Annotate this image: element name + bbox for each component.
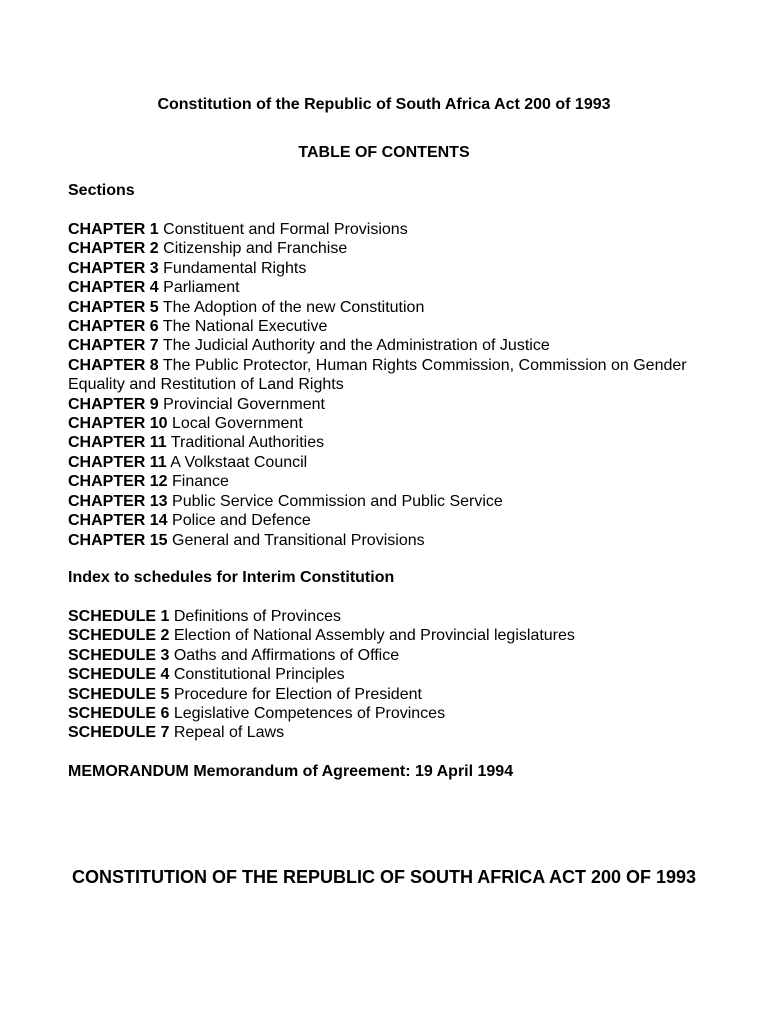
schedule-entry bbox=[68, 646, 718, 665]
chapter-number: CHAPTER 5 bbox=[68, 298, 159, 316]
chapter-entry bbox=[68, 356, 718, 395]
chapter-title: General and Transitional Provisions bbox=[172, 531, 425, 549]
chapter-number: CHAPTER 8 bbox=[68, 356, 159, 374]
chapter-number: CHAPTER 15 bbox=[68, 531, 168, 549]
schedules-index-label: Index to schedules for Interim Constitution bbox=[68, 569, 395, 586]
schedule-entry bbox=[68, 723, 718, 742]
document-title: Constitution of the Republic of South Africa Act 200 of 1993 bbox=[157, 96, 611, 113]
schedule-title: Procedure for Election of President bbox=[173, 685, 422, 703]
schedule-title: Constitutional Principles bbox=[173, 666, 345, 684]
schedule-title: Oaths and Affirmations of Office bbox=[173, 646, 400, 664]
chapter-number: CHAPTER 4 bbox=[68, 279, 159, 297]
schedule-number: SCHEDULE 1 bbox=[68, 608, 170, 625]
chapter-entry bbox=[68, 336, 718, 355]
chapter-title: The Public Protector, Human Rights Commission, Commission on Gender Equality and Restitution of Land Rights bbox=[68, 356, 687, 394]
chapter-number: CHAPTER 11 bbox=[68, 434, 167, 452]
schedule-entry bbox=[68, 704, 718, 723]
toc-heading: TABLE OF CONTENTS bbox=[298, 144, 470, 161]
chapter-number: CHAPTER 3 bbox=[68, 259, 159, 277]
chapter-entry bbox=[68, 298, 718, 317]
schedule-title: Repeal of Laws bbox=[173, 724, 285, 742]
schedule-number: SCHEDULE 3 bbox=[68, 646, 170, 664]
chapter-title: The Judicial Authority and the Administration of Justice bbox=[162, 337, 550, 355]
chapter-entry bbox=[68, 239, 718, 258]
chapter-title: A Volkstaat Council bbox=[170, 453, 308, 471]
chapter-entry bbox=[68, 317, 718, 336]
schedule-number: SCHEDULE 7 bbox=[68, 724, 170, 742]
schedule-number: SCHEDULE 2 bbox=[68, 627, 170, 645]
chapter-entry bbox=[68, 414, 718, 433]
schedule-title: Legislative Competences of Provinces bbox=[173, 705, 446, 723]
closing-title: CONSTITUTION OF THE REPUBLIC OF SOUTH AFRICA ACT 200 OF 1993 bbox=[71, 867, 697, 887]
chapter-title: Police and Defence bbox=[172, 512, 311, 530]
chapter-entry bbox=[68, 278, 718, 297]
chapter-entry bbox=[68, 395, 718, 414]
schedule-title: Definitions of Provinces bbox=[173, 608, 341, 625]
chapter-title: Citizenship and Franchise bbox=[163, 240, 348, 258]
chapter-title: The Adoption of the new Constitution bbox=[162, 298, 425, 316]
chapter-entry bbox=[68, 220, 718, 239]
chapter-entry bbox=[68, 511, 718, 530]
schedule-entry bbox=[68, 607, 718, 626]
schedule-number: SCHEDULE 6 bbox=[68, 705, 170, 723]
schedule-entry bbox=[68, 665, 718, 684]
sections-label: Sections bbox=[68, 182, 135, 199]
chapter-entry bbox=[68, 531, 718, 550]
chapter-list bbox=[68, 220, 718, 550]
chapter-number: CHAPTER 11 bbox=[68, 453, 167, 471]
chapter-title: The National Executive bbox=[162, 318, 328, 336]
schedule-number: SCHEDULE 4 bbox=[68, 666, 170, 684]
chapter-title: Constituent and Formal Provisions bbox=[163, 221, 408, 238]
chapter-entry bbox=[68, 472, 718, 491]
schedule-list bbox=[68, 607, 718, 743]
chapter-number: CHAPTER 13 bbox=[68, 492, 168, 510]
chapter-number: CHAPTER 6 bbox=[68, 318, 159, 336]
schedule-entry bbox=[68, 626, 718, 645]
chapter-number: CHAPTER 2 bbox=[68, 240, 159, 258]
chapter-entry bbox=[68, 453, 718, 472]
chapter-number: CHAPTER 1 bbox=[68, 221, 159, 238]
chapter-number: CHAPTER 7 bbox=[68, 337, 159, 355]
chapter-title: Parliament bbox=[163, 279, 240, 297]
chapter-title: Public Service Commission and Public Service bbox=[172, 492, 503, 510]
chapter-title: Fundamental Rights bbox=[163, 259, 307, 277]
chapter-number: CHAPTER 14 bbox=[68, 512, 168, 530]
chapter-title: Traditional Authorities bbox=[170, 434, 325, 452]
schedule-entry bbox=[68, 685, 718, 704]
memorandum-line: MEMORANDUM Memorandum of Agreement: 19 April 1994 bbox=[68, 763, 514, 780]
chapter-number: CHAPTER 12 bbox=[68, 473, 168, 491]
chapter-entry bbox=[68, 433, 718, 452]
chapter-entry bbox=[68, 259, 718, 278]
chapter-number: CHAPTER 10 bbox=[68, 415, 168, 433]
chapter-title: Local Government bbox=[172, 415, 303, 433]
chapter-title: Finance bbox=[172, 473, 229, 491]
schedule-number: SCHEDULE 5 bbox=[68, 685, 170, 703]
chapter-entry bbox=[68, 492, 718, 511]
chapter-number: CHAPTER 9 bbox=[68, 395, 159, 413]
schedule-title: Election of National Assembly and Provincial legislatures bbox=[173, 627, 575, 645]
chapter-title: Provincial Government bbox=[163, 395, 325, 413]
